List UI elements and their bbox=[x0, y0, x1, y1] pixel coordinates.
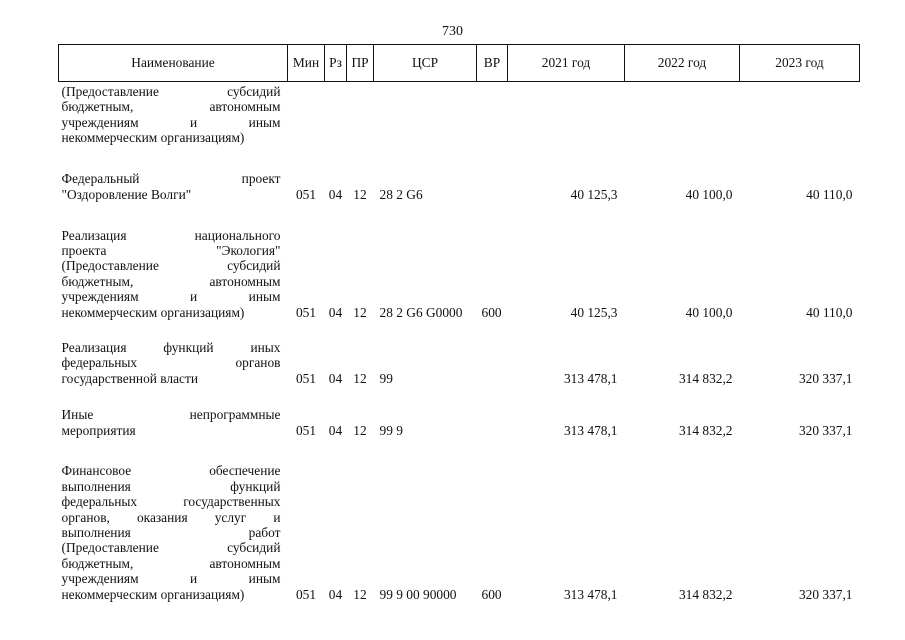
row-name-line: Реализация функций иных bbox=[61, 339, 281, 355]
row-name-cell bbox=[59, 208, 288, 326]
table-row bbox=[59, 208, 860, 326]
row-name-line: учреждениям и иным bbox=[61, 571, 281, 587]
row-name-line: органов, оказания услуг и bbox=[61, 509, 281, 525]
row-name-line: учреждениям и иным bbox=[61, 289, 281, 305]
row-csr-cell: 99 9 00 90000 bbox=[379, 586, 457, 602]
row-vr-cell bbox=[477, 82, 508, 151]
row-2022-cell: 314 832,2 bbox=[678, 370, 733, 386]
row-csr-cell bbox=[374, 82, 477, 151]
row-name-line: мероприятия bbox=[61, 422, 136, 438]
row-min-cell bbox=[288, 82, 325, 151]
row-name-cell bbox=[59, 444, 288, 606]
header-min: Мин bbox=[288, 45, 325, 82]
row-2023-cell: 320 337,1 bbox=[798, 586, 853, 602]
row-rz-cell: 04 bbox=[328, 370, 343, 386]
row-pr-cell: 12 bbox=[353, 586, 367, 602]
table-row bbox=[59, 150, 860, 208]
header-row bbox=[59, 45, 860, 82]
row-name-line: "Оздоровление Волги" bbox=[61, 186, 192, 202]
row-vr-cell: 600 bbox=[481, 586, 502, 602]
row-rz-cell: 04 bbox=[328, 186, 343, 202]
row-2021-cell: 313 478,1 bbox=[563, 370, 618, 386]
row-name-line: бюджетным, автономным bbox=[61, 99, 281, 115]
row-2022-cell: 314 832,2 bbox=[678, 422, 733, 438]
row-name-cell bbox=[59, 392, 288, 444]
row-2022-cell: 40 100,0 bbox=[685, 186, 733, 202]
row-min-cell: 051 bbox=[295, 370, 317, 386]
row-name-line: Реализация национального bbox=[61, 227, 281, 243]
header-vr: ВР bbox=[477, 45, 508, 82]
row-name-line: Финансовое обеспечение bbox=[61, 463, 281, 479]
row-2021-cell: 40 125,3 bbox=[570, 304, 618, 320]
row-csr-cell: 99 9 bbox=[379, 422, 403, 438]
table-row bbox=[59, 326, 860, 392]
row-name-line: выполнения функций bbox=[61, 478, 281, 494]
row-min-cell: 051 bbox=[295, 422, 317, 438]
row-csr-cell: 99 bbox=[379, 370, 393, 386]
row-min-cell: 051 bbox=[295, 304, 317, 320]
row-csr-cell: 28 2 G6 bbox=[379, 186, 423, 202]
budget-table bbox=[58, 44, 860, 606]
row-name-line: Иные непрограммные bbox=[61, 407, 281, 423]
row-rz-cell bbox=[325, 82, 347, 151]
row-2023-cell: 320 337,1 bbox=[798, 370, 853, 386]
table-row bbox=[59, 392, 860, 444]
row-pr-cell: 12 bbox=[353, 422, 367, 438]
row-2021-cell: 40 125,3 bbox=[570, 186, 618, 202]
row-2023-cell: 40 110,0 bbox=[806, 186, 853, 202]
row-name-line: выполнения работ bbox=[61, 524, 281, 540]
table-row bbox=[59, 444, 860, 606]
row-pr-cell bbox=[347, 82, 374, 151]
row-name-line: (Предоставление субсидий bbox=[61, 258, 281, 274]
row-rz-cell: 04 bbox=[328, 304, 343, 320]
header-pr: ПР bbox=[347, 45, 374, 82]
row-rz-cell: 04 bbox=[328, 586, 343, 602]
header-csr: ЦСР bbox=[374, 45, 477, 82]
header-name: Наименование bbox=[59, 45, 288, 82]
header-2023: 2023 год bbox=[740, 45, 860, 82]
row-name-line: (Предоставление субсидий bbox=[61, 84, 281, 99]
row-pr-cell: 12 bbox=[353, 304, 367, 320]
table-body bbox=[59, 82, 860, 607]
row-vr-cell: 600 bbox=[481, 304, 502, 320]
row-vr-cell bbox=[477, 150, 508, 208]
table-header bbox=[59, 45, 860, 82]
row-name-line: учреждениям и иным bbox=[61, 114, 281, 130]
row-2022-cell bbox=[625, 82, 740, 151]
row-2022-cell: 314 832,2 bbox=[678, 586, 733, 602]
table-row bbox=[59, 82, 860, 151]
row-name-line: федеральных органов bbox=[61, 355, 281, 371]
row-2021-cell: 313 478,1 bbox=[563, 422, 618, 438]
row-rz-cell: 04 bbox=[328, 422, 343, 438]
row-name-cell bbox=[59, 150, 288, 208]
row-pr-cell: 12 bbox=[353, 186, 367, 202]
row-name-line: некоммерческим организациям) bbox=[61, 304, 245, 320]
header-2022: 2022 год bbox=[625, 45, 740, 82]
row-name-line: проекта "Экология" bbox=[61, 242, 281, 258]
row-2023-cell: 40 110,0 bbox=[806, 304, 853, 320]
row-min-cell: 051 bbox=[295, 586, 317, 602]
row-name-line: некоммерческим организациям) bbox=[61, 130, 245, 146]
row-min-cell: 051 bbox=[295, 186, 317, 202]
row-csr-cell: 28 2 G6 G0000 bbox=[379, 304, 463, 320]
page-number: 730 bbox=[442, 24, 463, 39]
row-name-line: бюджетным, автономным bbox=[61, 273, 281, 289]
row-2023-cell: 320 337,1 bbox=[798, 422, 853, 438]
row-vr-cell bbox=[477, 326, 508, 392]
row-name-line: государственной власти bbox=[61, 370, 199, 386]
row-2021-cell: 313 478,1 bbox=[563, 586, 618, 602]
header-rz: Рз bbox=[325, 45, 347, 82]
row-2021-cell bbox=[508, 82, 625, 151]
row-name-line: некоммерческим организациям) bbox=[61, 586, 245, 602]
row-pr-cell: 12 bbox=[353, 370, 367, 386]
header-2021: 2021 год bbox=[508, 45, 625, 82]
row-2023-cell bbox=[740, 82, 860, 151]
row-2022-cell: 40 100,0 bbox=[685, 304, 733, 320]
row-name-line: федеральных государственных bbox=[61, 494, 281, 510]
row-name-cell bbox=[59, 82, 288, 151]
row-vr-cell bbox=[477, 392, 508, 444]
row-name-line: Федеральный проект bbox=[61, 171, 281, 187]
row-name-line: бюджетным, автономным bbox=[61, 555, 281, 571]
row-name-line: (Предоставление субсидий bbox=[61, 540, 281, 556]
row-name-cell bbox=[59, 326, 288, 392]
